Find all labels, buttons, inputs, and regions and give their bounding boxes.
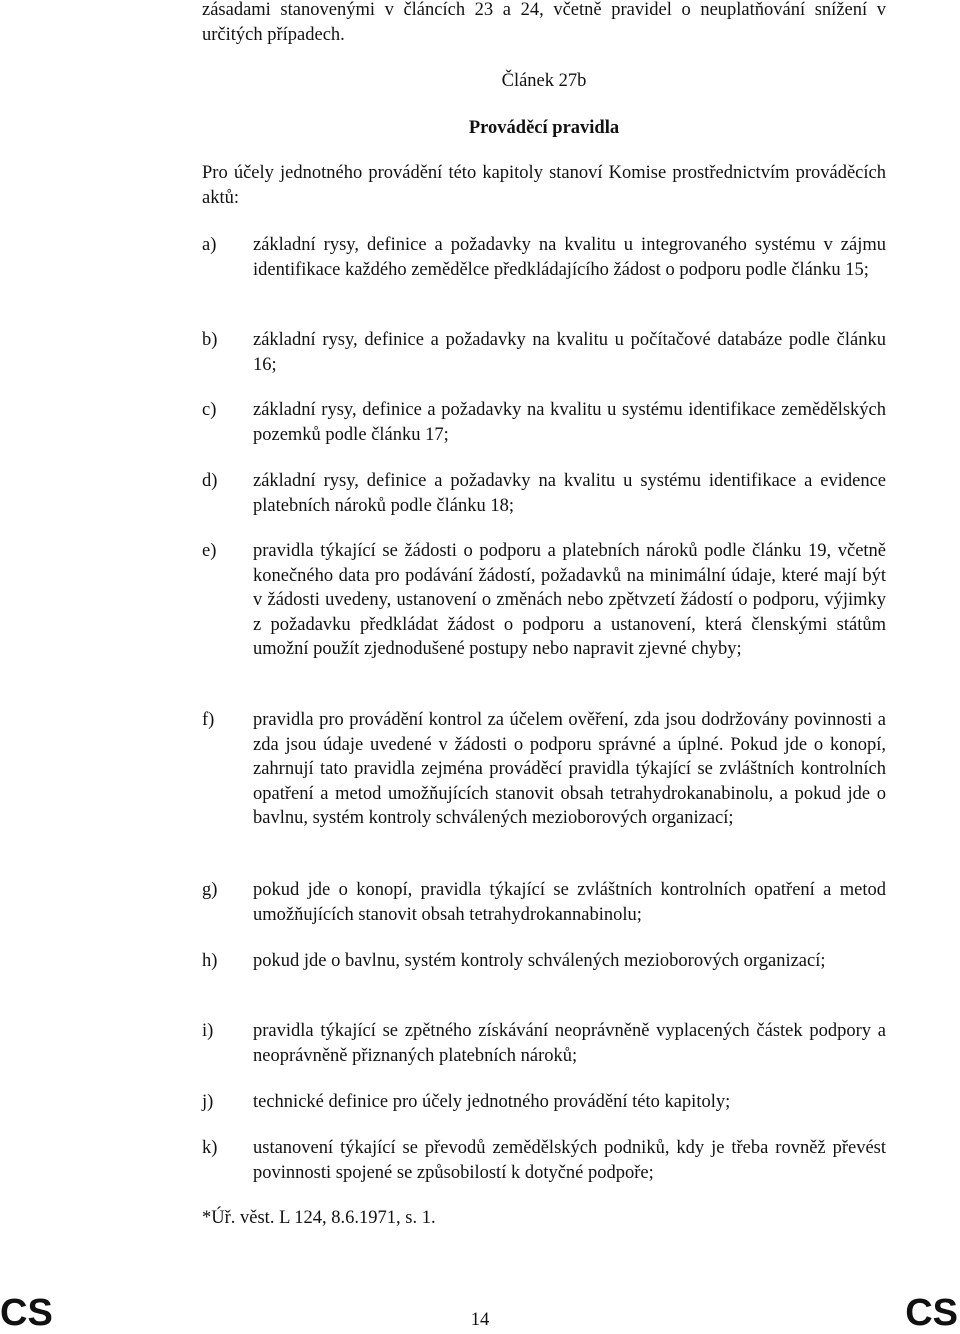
list-item-letter: j) xyxy=(202,1092,214,1112)
list-item-text: pravidla pro provádění kontrol za účelem ověření, zda jsou dodržovány povinnosti a zda jsou údaje uvedené v žádosti o podporu správné a úplné. Pokud jde o konopí, zahrnují tato pravidla zejména prováděcí pravidla týkající se zvláštních kontrolních opatření a metod umožňujících stanovit obsah tetrahydrokanabinolu, a pokud jde o bavlnu, systém kontroly schválených mezioborových organizací; xyxy=(253,710,886,829)
list-item-text: ustanovení týkající se převodů zemědělských podniků, kdy je třeba rovněž převést povinnosti spojené se způsobilostí k dotyčné podpoře; xyxy=(253,1138,886,1183)
list-item xyxy=(202,708,886,831)
list-item-letter: e) xyxy=(202,541,217,561)
list-item-letter: f) xyxy=(202,710,215,730)
list-item xyxy=(202,328,886,377)
list-item-letter: d) xyxy=(202,471,218,491)
page-number: 14 xyxy=(470,1310,490,1330)
list-item-letter: a) xyxy=(202,235,217,255)
list-item-text: pokud jde o bavlnu, systém kontroly schválených mezioborových organizací; xyxy=(253,951,826,971)
list-item xyxy=(202,1090,886,1115)
list-item xyxy=(202,878,886,927)
footnote: *Úř. věst. L 124, 8.6.1971, s. 1. xyxy=(202,1208,436,1228)
list-item-text: technické definice pro účely jednotného provádění této kapitoly; xyxy=(253,1092,731,1112)
list-item-text: pravidla týkající se zpětného získávání neoprávněně vyplacených částek podpory a neoprávněně přiznaných platebních nároků; xyxy=(253,1021,886,1066)
list-item xyxy=(202,539,886,662)
list-item xyxy=(202,1136,886,1185)
list-item-text: základní rysy, definice a požadavky na kvalitu u počítačové databáze podle článku 16; xyxy=(253,330,886,375)
article-title: Prováděcí pravidla xyxy=(468,118,620,138)
article-number: Článek 27b xyxy=(501,71,587,91)
list-item-letter: g) xyxy=(202,880,218,900)
list-item-text: základní rysy, definice a požadavky na kvalitu u systému identifikace zemědělských pozemků podle článku 17; xyxy=(253,400,886,445)
list-item xyxy=(202,469,886,518)
list-item-letter: c) xyxy=(202,400,217,420)
list-item-text: základní rysy, definice a požadavky na kvalitu u integrovaného systému v zájmu identifikace každého zemědělce předkládajícího žádost o podporu podle článku 15; xyxy=(253,235,886,280)
list-item-text: základní rysy, definice a požadavky na kvalitu u systému identifikace a evidence platebních nároků podle článku 18; xyxy=(253,471,886,516)
list-item xyxy=(202,1019,886,1068)
list-item-letter: k) xyxy=(202,1138,218,1158)
intro-paragraph: Pro účely jednotného provádění této kapitoly stanoví Komise prostřednictvím prováděcích aktů: xyxy=(202,163,886,208)
list-item xyxy=(202,949,886,974)
language-code-left: CS xyxy=(0,1292,53,1334)
list-item-letter: i) xyxy=(202,1021,214,1041)
list-item-letter: b) xyxy=(202,330,218,350)
list-item-letter: h) xyxy=(202,951,218,971)
list-item-text: pravidla týkající se žádosti o podporu a platebních nároků podle článku 19, včetně konečného data pro podávání žádostí, požadavků na minimální údaje, které mají být v žádosti uvedeny, ustanovení o změnách nebo zpětvzetí žádostí o podporu, výjimky z požadavku předkládat žádost o podporu a ustanovení, která členskými státům umožní použít zjednodušené postupy nebo napravit zjevné chyby; xyxy=(253,541,886,660)
list-item xyxy=(202,398,886,447)
language-code-right: CS xyxy=(905,1292,958,1334)
list-item-text: pokud jde o konopí, pravidla týkající se zvláštních kontrolních opatření a metod umožňujících stanovit obsah tetrahydrokannabinolu; xyxy=(253,880,886,925)
list-item xyxy=(202,233,886,282)
top-paragraph: zásadami stanovenými v článcích 23 a 24, včetně pravidel o neuplatňování snížení v určitých případech. xyxy=(202,0,886,45)
